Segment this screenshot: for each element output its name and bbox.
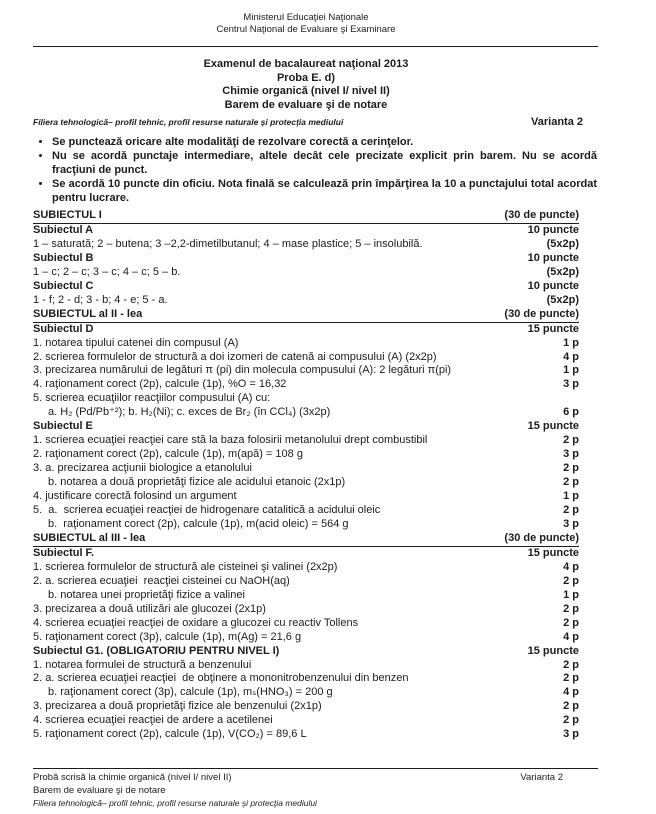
rubric-row-points: 15 puncte — [527, 644, 579, 657]
exam-proba: Proba E. d) — [276, 71, 336, 84]
rubric-row-text: Subiectul G1. (OBLIGATORIU PENTRU NIVEL I) — [33, 644, 280, 657]
rubric-row — [33, 252, 579, 266]
footer-barem: Barem de evaluare şi de notare — [33, 785, 166, 796]
rubric-row-points: 2 p — [563, 504, 579, 517]
rubric-row-points: 1 p — [563, 490, 579, 503]
rubric-row — [33, 434, 579, 448]
rubric-row — [33, 378, 579, 392]
footer-proba: Probă scrisă la chimie organică (nivel I/ nivel II) — [33, 772, 232, 783]
rubric-row — [33, 631, 579, 645]
rubric-row — [33, 294, 579, 308]
rubric-row-points: (5x2p) — [546, 237, 579, 250]
rubric-row-points: 4 p — [563, 350, 579, 363]
rubric-row — [33, 364, 579, 378]
rubric-row — [33, 476, 579, 490]
rubric-row — [33, 209, 579, 224]
footer-filiera: Filiera tehnologică– profil tehnic, profil resurse naturale şi protecţia mediului — [33, 798, 317, 808]
rubric-row-text: SUBIECTUL al II - lea — [33, 307, 143, 320]
rubric-row-text: 2. a. scrierea ecuaţiei reacţiei de obţinere a mononitrobenzenului din benzen — [33, 672, 409, 685]
title-block — [33, 58, 579, 112]
exam-barem: Barem de evaluare şi de notare — [224, 98, 388, 111]
rubric-row-text: 1. scrierea ecuaţiei reacţiei care stă la baza folosirii metanolului drept combustibil — [33, 434, 428, 447]
rubric-row — [33, 280, 579, 294]
rubric-row-text: 3. precizarea a două utilizări ale glucozei (2x1p) — [33, 602, 266, 615]
rubric-row-text: Subiectul B — [33, 251, 94, 264]
rubric-row-text: 1. scrierea formulelor de structură ale cisteinei şi valinei (2x2p) — [33, 560, 338, 573]
rubric-row-points: 10 puncte — [527, 223, 579, 236]
rubric-row — [33, 308, 579, 323]
rubric-row-text: 4. justificare corectă folosind un argument — [33, 490, 237, 503]
rubric-row — [33, 561, 579, 575]
instructions-list — [33, 135, 597, 205]
rubric-row-text: 3. precizarea numărului de legături π (pi) din molecula compusului (A): 2 legături π(pi) — [33, 364, 452, 377]
page-header — [33, 12, 579, 36]
instruction-item: • Se punctează oricare alte modalităţi de rezolvare corectă a cerinţelor. — [52, 135, 597, 149]
rubric-row-text: SUBIECTUL I — [33, 209, 102, 221]
filiera-label: Filiera tehnologică– profil tehnic, profil resurse naturale şi protecţia mediului — [33, 117, 344, 127]
ministry-name: Ministerul Educaţiei Naţionale — [243, 12, 369, 23]
rubric-row — [33, 266, 579, 280]
rubric-row — [33, 420, 579, 434]
rubric-row-points: 4 p — [563, 630, 579, 643]
rubric-row — [33, 686, 579, 700]
rubric-row-points: (30 de puncte) — [504, 307, 579, 320]
rubric-row-text: 1 – c; 2 – c; 3 – c; 4 – c; 5 – b. — [33, 265, 181, 278]
rubric-row — [33, 337, 579, 351]
rubric-row-text: 4. raţionament corect (2p), calcule (1p), %O = 16,32 — [33, 378, 287, 391]
rubric-row-points: 1 p — [563, 336, 579, 349]
rubric-row-text: 1. notarea tipului catenei din compusul (A) — [33, 336, 239, 349]
footer-row — [33, 771, 563, 784]
rubric-row — [33, 504, 579, 518]
rubric-row — [33, 672, 579, 686]
rubric-row-text: 2. raţionament corect (2p), calcule (1p), m(apă) = 108 g — [33, 448, 303, 461]
rubric-row-text: 1. notarea formulei de structură a benzenului — [33, 658, 252, 671]
rubric-row — [33, 518, 579, 532]
exam-title: Examenul de bacalaureat naţional 2013 — [203, 58, 409, 70]
rubric-row — [33, 490, 579, 504]
rubric-row — [33, 238, 579, 252]
rubric-row-points: 3 p — [563, 728, 579, 741]
rubric-row — [33, 448, 579, 462]
rubric-row-text: b. notarea unei proprietăţi fizice a valinei — [48, 588, 245, 601]
rubric-row-points: 2 p — [563, 714, 579, 727]
rubric-row — [33, 728, 579, 742]
rubric-row — [33, 547, 579, 561]
rubric-row-text: Subiectul C — [33, 279, 94, 292]
rubric-row — [33, 659, 579, 673]
rubric-row — [33, 589, 579, 603]
rubric-row-text: Subiectul E — [33, 420, 93, 433]
rubric-row — [33, 714, 579, 728]
rubric-row-points: (5x2p) — [546, 265, 579, 278]
rubric-row-points: 1 p — [563, 364, 579, 377]
rubric-row-text: b. notarea a două proprietăţi fizice ale acidului etanoic (2x1p) — [48, 476, 346, 489]
rubric-row-text: 3. a. precizarea acţiunii biologice a etanolului — [33, 462, 252, 475]
evaluation-center-name: Centrul Naţional de Evaluare şi Examinare — [216, 24, 396, 35]
rubric-row — [33, 323, 579, 337]
rubric-row-text: 4. scrierea ecuaţiei reacţiei de ardere a acetilenei — [33, 714, 273, 727]
instruction-item: • Se acordă 10 puncte din oficiu. Nota finală se calculează prin împărţirea la 10 a punctajului total acordat pentru lucrare. — [52, 177, 597, 205]
header-rule — [33, 46, 598, 47]
rubric-row — [33, 532, 579, 547]
rubric-row-points: 6 p — [563, 406, 579, 419]
rubric-table — [33, 209, 579, 742]
rubric-row-points: 1 p — [563, 588, 579, 601]
page-footer — [33, 771, 563, 809]
rubric-row-points: 2 p — [563, 658, 579, 671]
rubric-row-text: 2. scrierea formulelor de structură a doi izomeri de catenă ai compusului (A) (2x2p) — [33, 350, 437, 363]
rubric-row-points: 4 p — [563, 560, 579, 573]
rubric-row-points: 2 p — [563, 476, 579, 489]
rubric-row-points: (30 de puncte) — [504, 531, 579, 544]
rubric-row-points: 2 p — [563, 700, 579, 713]
rubric-row-text: 5. a. scrierea ecuaţiei reacţiei de hidrogenare catalitică a acidului oleic — [33, 504, 381, 517]
rubric-row — [33, 645, 579, 659]
rubric-row-points: 4 p — [563, 686, 579, 699]
rubric-row — [33, 351, 579, 365]
rubric-row-points: 2 p — [563, 602, 579, 615]
rubric-row-points: 2 p — [563, 672, 579, 685]
rubric-row — [33, 603, 579, 617]
rubric-row-text: b. raţionament corect (3p), calcule (1p), mₛ(HNO₃) = 200 g — [48, 686, 333, 699]
rubric-row-points: 15 puncte — [527, 546, 579, 559]
rubric-row-text: 4. scrierea ecuaţiei reacţiei de oxidare a glucozei cu reactiv Tollens — [33, 616, 359, 629]
footer-varianta: Varianta 2 — [520, 772, 563, 783]
rubric-row — [33, 575, 579, 589]
rubric-row-points: 2 p — [563, 462, 579, 475]
rubric-row-text: 1 - f; 2 - d; 3 - b; 4 - e; 5 - a. — [33, 293, 168, 306]
rubric-row-points: 15 puncte — [527, 420, 579, 433]
rubric-row-points: (5x2p) — [546, 293, 579, 306]
meta-row — [33, 116, 583, 128]
rubric-row — [33, 617, 579, 631]
rubric-row-points: 15 puncte — [527, 322, 579, 335]
rubric-row-text: 5. raţionament corect (2p), calcule (1p), V(CO₂) = 89,6 L — [33, 728, 307, 741]
rubric-row-points: 3 p — [563, 517, 579, 530]
rubric-row — [33, 462, 579, 476]
rubric-row — [33, 406, 579, 420]
rubric-row-text: 5. scrierea ecuaţiilor reacţiilor compusului (A) cu: — [33, 392, 271, 405]
rubric-row-points: 3 p — [563, 378, 579, 391]
varianta-label: Varianta 2 — [531, 116, 583, 128]
rubric-row-points: 3 p — [563, 448, 579, 461]
rubric-row-points: (30 de puncte) — [504, 209, 579, 221]
rubric-row-points: 2 p — [563, 574, 579, 587]
rubric-row-text: 2. a. scrierea ecuaţiei reacţiei cisteinei cu NaOH(aq) — [33, 574, 290, 587]
footer-rule — [33, 768, 598, 769]
rubric-row — [33, 700, 579, 714]
rubric-row-text: Subiectul A — [33, 223, 94, 236]
rubric-row — [33, 224, 579, 238]
rubric-row — [33, 392, 579, 406]
rubric-row-text: Subiectul D — [33, 322, 94, 335]
instruction-item: • Nu se acordă punctaje intermediare, altele decât cele precizate explicit prin barem. Nu se acordă fracţiuni de punct. — [52, 149, 597, 177]
rubric-row-text: a. H₂ (Pd/Pb⁺²); b. H₂(Ni); c. exces de Br₂ (în CCl₄) (3x2p) — [48, 406, 331, 419]
rubric-row-points: 10 puncte — [527, 251, 579, 264]
rubric-row-text: 5. raţionament corect (3p), calcule (1p), m(Ag) = 21,6 g — [33, 630, 302, 643]
rubric-row-text: 3. precizarea a două proprietăţi fizice ale benzenului (2x1p) — [33, 700, 322, 713]
rubric-row-text: 1 – saturată; 2 – butena; 3 –2,2-dimetilbutanul; 4 – mase plastice; 5 – insolubilă. — [33, 237, 423, 250]
exam-subject: Chimie organică (nivel I/ nivel II) — [222, 85, 390, 97]
rubric-row-points: 2 p — [563, 434, 579, 447]
rubric-row-text: Subiectul F. — [33, 546, 95, 559]
rubric-row-text: b. raţionament corect (2p), calcule (1p), m(acid oleic) = 564 g — [48, 517, 349, 530]
rubric-row-text: SUBIECTUL al III - lea — [33, 531, 146, 544]
rubric-row-points: 2 p — [563, 616, 579, 629]
rubric-row-points: 10 puncte — [527, 279, 579, 292]
